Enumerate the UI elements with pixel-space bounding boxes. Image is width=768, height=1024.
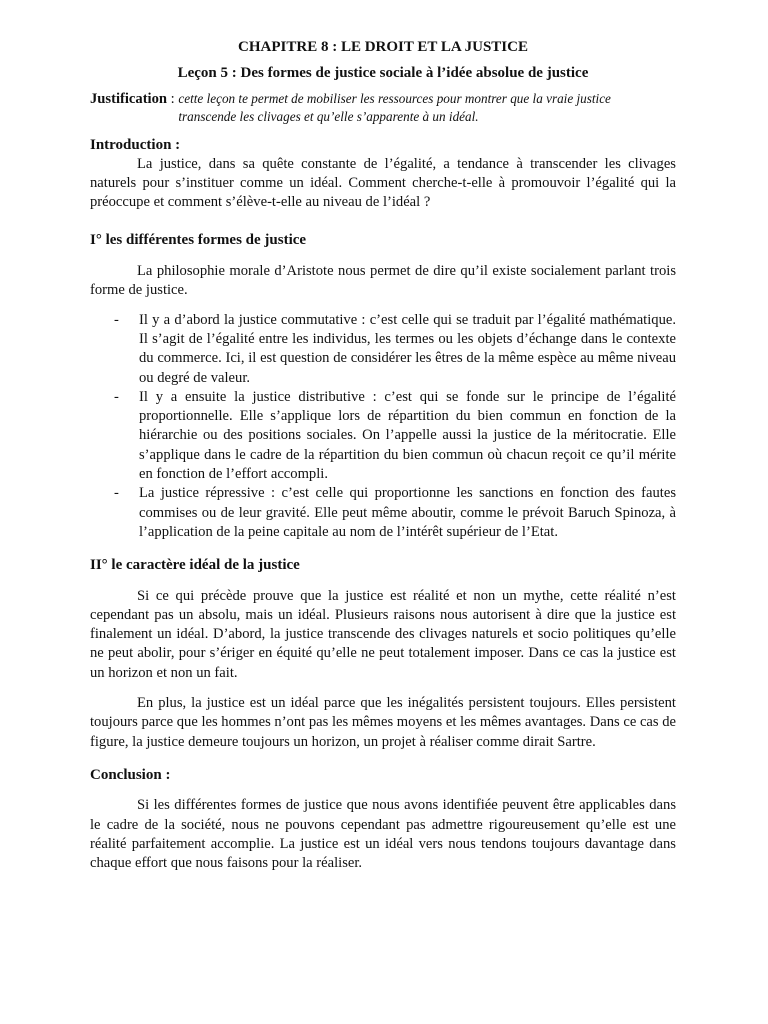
list-item	[90, 311, 676, 388]
chapter-title: CHAPITRE 8 : LE DROIT ET LA JUSTICE	[238, 39, 528, 55]
list-item-text: Il y a d’abord la justice commutative : c’est celle qui se traduit par l’égalité mathématique. Il s’agit de l’égalité entre les individus, les termes ou les objets d’échange dans le contexte du commerce. Ici, il est question de considérer les êtres de la même espèce au même niveau ou degré de valeur.	[139, 311, 676, 386]
conclusion-paragraph: Si les différentes formes de justice que nous avons identifiée peuvent être applicables dans le cadre de la société, nous ne pouvons cependant pas admettre rigoureusement qu’elle est une réalité parfaitement accomplie. La justice est un idéal vers nous tendons toujours davantage dans chaque effort que nous faisons pour la réaliser.	[90, 797, 676, 872]
section-2-paragraph-1: Si ce qui précède prouve que la justice est réalité et non un mythe, cette réalité n’est cependant pas un absolu, mais un idéal. Plusieurs raisons nous autorisent à dire que la justice est finalement un idéal. D’abord, la justice transcende des clivages naturels et socio politiques qu’elle ne peut abolir, pour s’ériger en équité qu’elle ne peut totalement imposer. Dans ce cas la justice est un horizon et non un fait.	[90, 587, 676, 681]
justification-line-2: transcende les clivages et qu’elle s’apparente à un idéal.	[178, 108, 479, 124]
bullet-dash: -	[114, 388, 119, 405]
introduction-heading: Introduction :	[90, 136, 181, 153]
list-item	[90, 388, 676, 484]
bullet-dash: -	[114, 311, 119, 328]
bullet-dash: -	[114, 485, 119, 502]
section-1-heading: I° les différentes formes de justice	[90, 231, 307, 248]
section-2-paragraph-2: En plus, la justice est un idéal parce que les inégalités persistent toujours. Elles persistent toujours parce que les hommes n’ont pas les mêmes moyens et les mêmes avantages. Dans ce cas de figure, la justice demeure toujours un horizon, un projet à réaliser comme dirait Sartre.	[90, 695, 677, 750]
justification-separator: :	[167, 90, 179, 107]
list-item-text: Il y a ensuite la justice distributive : c’est qui se fonde sur le principe de l’égalité proportionnelle. Elle s’applique lors de répartition du bien commun en fonction de la hiérarchie ou des positions sociales. On l’appelle aussi la justice de la méritocratie. Elle s’applique dans le cadre de la répartition du bien commun où chacun reçoit ce qu’il mérite en fonction de l’effort accompli.	[139, 388, 676, 483]
introduction-paragraph: La justice, dans sa quête constante de l’égalité, a tendance à transcender les clivages naturels pour s’instituer comme un idéal. Comment cherche-t-elle à promouvoir l’égalité qui la préoccupe et comment s’élève-t-elle au niveau de l’idéal ?	[90, 155, 676, 211]
justification-line-1: cette leçon te permet de mobiliser les ressources pour montrer que la vraie justice	[178, 90, 611, 106]
justification-block	[90, 90, 676, 126]
list-item-text: La justice répressive : c’est celle qui proportionne les sanctions en fonction des fautes commises ou de leur gravité. Elle peut même aboutir, comme le prévoit Baruch Spinoza, à l’application de la peine capitale au nom de l’intérêt supérieur de l’Etat.	[139, 485, 676, 540]
conclusion-heading: Conclusion :	[90, 766, 171, 783]
justification-label: Justification	[90, 90, 168, 107]
document-page	[90, 38, 676, 873]
justice-forms-list	[90, 311, 676, 543]
lesson-title: Leçon 5 : Des formes de justice sociale à l’idée absolue de justice	[177, 65, 589, 82]
section-1-intro-paragraph: La philosophie morale d’Aristote nous permet de dire qu’il existe socialement parlant trois forme de justice.	[90, 263, 676, 299]
list-item	[90, 484, 676, 542]
section-2-heading: II° le caractère idéal de la justice	[90, 557, 300, 574]
justification-text	[178, 90, 611, 126]
